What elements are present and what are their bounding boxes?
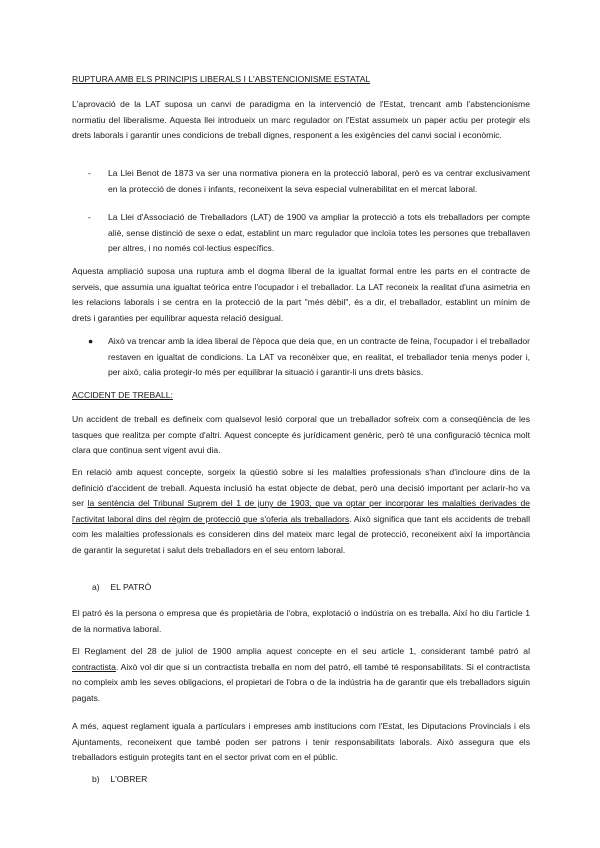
paragraph-aprovacio-lat: L'aprovació de la LAT suposa un canvi de paradigma en la intervenció de l'Estat, trencant amb l'abstencionisme normatiu del liberalisme. Aquesta llei introdueix un marc regulador on l'Estat assumeix un paper actiu per protegir els drets laborals i garantir unes condicions de treball dignes, responent a les exigències del canvi social i econòmic. bbox=[72, 99, 530, 141]
list-heading-patro bbox=[92, 580, 151, 596]
section-heading-accident: ACCIDENT DE TREBALL: bbox=[72, 390, 173, 400]
text-run: El Reglament del 28 de juliol de 1900 amplia aquest concepte en el seu article 1, considerant també patró al bbox=[72, 646, 530, 656]
list-heading-text: L'OBRER bbox=[110, 774, 148, 784]
list-item-text: Això va trencar amb la idea liberal de l'època que deia que, en un contracte de feina, l'ocupador i el treballador restaven en igualtat de condicions. La LAT va reconèixer que, en realitat, el treballador tenia menys poder i, per això, calia protegir-lo més per equilibrar la situació i garantir-li uns drets bàsics. bbox=[108, 336, 530, 378]
list-item-idea-liberal bbox=[88, 334, 530, 381]
paragraph-patro: El patró és la persona o empresa que és propietària de l'obra, explotació o indústria on es treballa. Així ho diu l'article 1 de la normativa laboral. bbox=[72, 608, 530, 634]
paragraph-malalties-professionals bbox=[72, 465, 530, 559]
paragraph-definicio-accident: Un accident de treball es defineix com qualsevol lesió corporal que un treballador sofreix com a conseqüència de les tasques que realitza per compte d'altri. Aquest concepte és jurídicament genèric, però té una configuració tècnica molt clara que continua sent vigent avui dia. bbox=[72, 414, 530, 456]
round-bullet-icon: ● bbox=[88, 336, 94, 346]
underlined-sentencia: la sentència del Tribunal Suprem del 1 de juny de 1903, que va optar per incorporar les malalties derivades de l'activitat laboral dins del règim de protecció que s'oferia als treballadors bbox=[72, 498, 531, 524]
section-heading-ruptura: RUPTURA AMB ELS PRINCIPIS LIBERALS I L'ABSTENCIONISME ESTATAL bbox=[72, 74, 371, 84]
dash-bullet-icon: - bbox=[88, 212, 91, 222]
list-label: b) bbox=[92, 774, 100, 784]
list-item-text: La Llei d'Associació de Treballadors (LAT) de 1900 va ampliar la protecció a tots els treballadors per compte aliè, sense distinció de sexe o edat, establint un marc regulador que incloïa totes les persones que treballaven per altres, i no només col·lectius específics. bbox=[108, 212, 530, 254]
list-item-lat-1900 bbox=[88, 210, 530, 257]
paragraph-reglament-1900 bbox=[72, 644, 530, 706]
paragraph-ampliacio: Aquesta ampliació suposa una ruptura amb el dogma liberal de la igualtat formal entre les parts en el contracte de serveis, que assumia una igualtat teòrica entre l'ocupador i el treballador. La LAT reconeix la realitat d'una asimetria en les relacions laborals i se centra en la protecció de la part "més dèbil", és a dir, el treballador, establint un mínim de drets i garanties per equilibrar aquesta relació desigual. bbox=[72, 266, 530, 323]
text-run: . Això significa que tant els accidents de treball com les malalties professionals es consideren dins del mateix marc legal de protecció, reconeixent així la importància de garantir la seguretat i salut dels treballadors en el seu entorn laboral. bbox=[72, 513, 530, 555]
list-heading-text: EL PATRÓ bbox=[110, 582, 152, 592]
list-item-llei-benot bbox=[88, 166, 530, 197]
text-run: En relació amb aquest concepte, sorgeix la qüestió sobre si les malalties professionals s'han d'incloure dins de la definició d'accident de treball. Aquesta inclusió ha estat objecte de debat, però una decisió important per aclarir-ho va ser bbox=[72, 467, 530, 509]
list-item-text: La Llei Benot de 1873 va ser una normativa pionera en la protecció laboral, però es va centrar exclusivament en la protecció de dones i infants, reconeixent la seva especial vulnerabilitat en el mercat laboral. bbox=[108, 168, 530, 194]
dash-bullet-icon: - bbox=[88, 168, 91, 178]
text-run: . Això vol dir que si un contractista treballa en nom del patró, ell també té responsabilitats. Si el contractista no compleix amb les seves obligacions, el propietari de l'obra o de la indústria ha de garantir que els treballadors siguin pagats. bbox=[72, 661, 530, 703]
underlined-contractista: contractista bbox=[72, 661, 116, 672]
list-heading-obrer bbox=[92, 772, 147, 788]
paragraph-institucions: A més, aquest reglament iguala a particulars i empreses amb institucions com l'Estat, les Diputacions Provincials i els Ajuntaments, reconeixent que també poden ser patrons i tenir responsabilitats laborals. Això assegura que els treballadors estiguin protegits tant en el sector privat com en el públic. bbox=[72, 721, 530, 763]
list-label: a) bbox=[92, 582, 100, 592]
